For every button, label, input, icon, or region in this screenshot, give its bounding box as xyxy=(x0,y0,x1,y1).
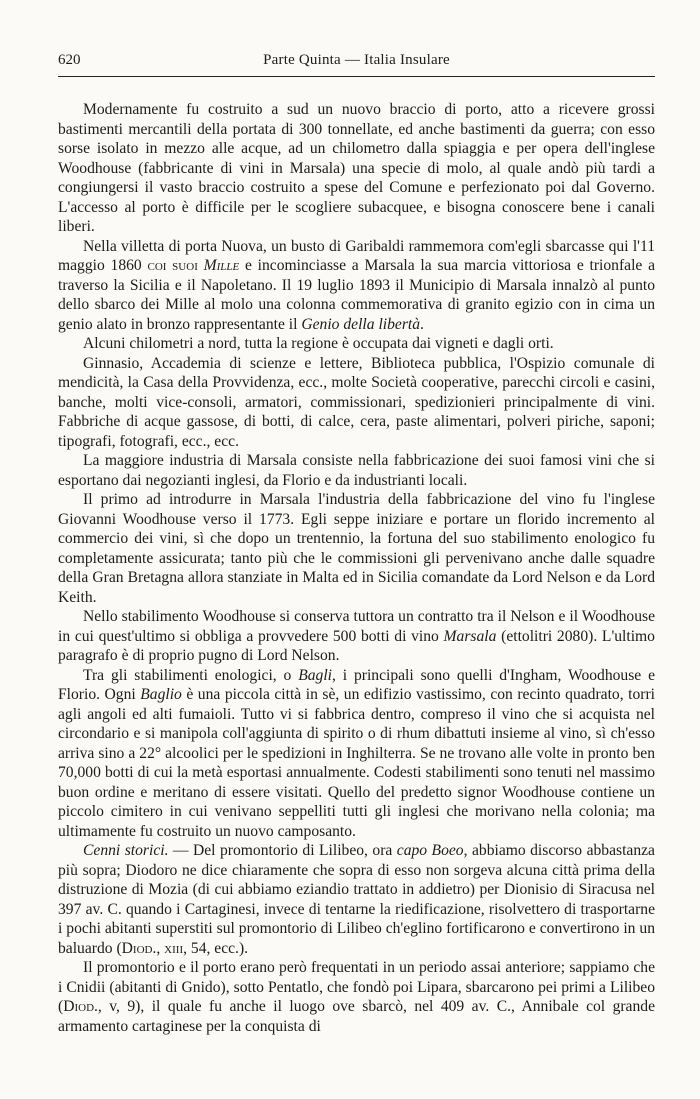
paragraph: La maggiore industria di Marsala consiste nella fabbricazione dei suoi famosi vini che si esportano dai negozianti inglesi, da Florio e da industrianti locali. xyxy=(58,452,655,489)
paragraph: Tra gli stabilimenti enologici, o Bagli, i principali sono quelli d'Ingham, Woodhouse e Florio. Ogni Baglio è una piccola città in sè, un edifizio vastissimo, con recinto quadrato, torri agli angoli ed alti fumaioli. Tutto vi si fabbrica dentro, compreso il vino che si acquista nel circondario e si manipola coll'aggiunta di spirito o di rhum dibattuti insieme al vino, sì ch'esso arriva sino a 22° alcoolici per le spedizioni in Inghilterra. Se ne trovano alle volte in pronto ben 70,000 botti di cui la metà esportasi annualmente. Codesti stabilimenti sono tenuti nel massimo buon ordine e meritano di essere visitati. Quello del predetto signor Woodhouse contiene un piccolo cimitero in cui venivano seppelliti tutti gli inglesi che morivano nella colonia; ma ultimamente fu costruito un nuovo camposanto. xyxy=(58,666,655,840)
paragraph: Nella villetta di porta Nuova, un busto di Garibaldi rammemora com'egli sbarcasse qui l'11 maggio 1860 coi suoi Mille e incominciasse a Marsala la sua marcia vittoriosa e trionfale a traverso la Sicilia e il Napoletano. Il 19 luglio 1893 il Municipio di Marsala innalzò al punto dello sbarco dei Mille al molo una colonna commemorativa di granito egizio con in cima un genio alato in bronzo rappresentante il Genio della libertà. xyxy=(58,237,655,333)
paragraph: Modernamente fu costruito a sud un nuovo braccio di porto, atto a ricevere grossi bastimenti mercantili della portata di 300 tonnellate, ed anche bastimenti da guerra; con esso sorse isolato in mezzo alle acque, ad un chilometro dalla spiaggia e per opera dell'inglese Woodhouse (fabbricante di vini in Marsala) una specie di molo, al quale andò più tardi a congiungersi il vasto braccio costruito a spese del Comune e perfezionato poi dal Governo. L'accesso al porto è difficile per le scogliere subacquee, e bisogna conoscere bene i canali liberi. xyxy=(58,101,655,235)
paragraph: Nello stabilimento Woodhouse si conserva tuttora un contratto tra il Nelson e il Woodhouse in cui quest'ultimo si obbliga a provvedere 500 botti di vino Marsala (ettolitri 2080). L'ultimo paragrafo è di proprio pugno di Lord Nelson. xyxy=(58,608,655,664)
page-header xyxy=(58,50,655,77)
paragraph: Cenni storici. — Del promontorio di Lilibeo, ora capo Boeo, abbiamo discorso abbastanza più sopra; Diodoro ne dice chiaramente che sopra di esso non sorgeva alcuna città prima della distruzione di Mozia (di cui abbiamo eziandio trattato in addietro) per Dionisio di Siracusa nel 397 av. C. quando i Cartaginesi, invece di tentarne la riedificazione, risolvettero di trasportarne i pochi abitanti superstiti sul promontorio di Lilibeo ch'eglino fortificarono e convertirono in un baluardo (Diod., xiii, 54, ecc.). xyxy=(58,842,655,957)
paragraph: Il primo ad introdurre in Marsala l'industria della fabbricazione del vino fu l'inglese Giovanni Woodhouse verso il 1773. Egli seppe iniziare e portare un florido incremento al commercio dei vini, sì che dopo un trentennio, la fortuna del suo stabilimento enologico fu completamente assicurata; tanto più che le commissioni gli pervenivano anche dalle squadre della Gran Bretagna allora stanziate in Malta ed in Sicilia comandate da Lord Nelson e da Lord Keith. xyxy=(58,491,655,606)
page-number: 620 xyxy=(58,52,81,68)
paragraph: Il promontorio e il porto erano però frequentati in un periodo assai anteriore; sappiamo che i Cnidii (abitanti di Gnido), sotto Pentatlo, che fondò poi Lipara, sbarcarono pei primi a Lilibeo (Diod., v, 9), il quale fu anche il luogo ove sbarcò, nel 409 av. C., Annibale col grande armamento cartaginese per la conquista di xyxy=(58,959,655,1035)
paragraph: Ginnasio, Accademia di scienze e lettere, Biblioteca pubblica, l'Ospizio comunale di mendicità, la Casa della Provvidenza, ecc., molte Società cooperative, parecchi circoli e casini, banche, molti vice-consoli, armatori, commissionari, spedizionieri principalmente di vini. Fabbriche di acque gassose, di botti, di calce, cera, paste alimentari, polveri piriche, saponi; tipografi, fotografi, ecc., ecc. xyxy=(58,354,655,450)
paragraph: Alcuni chilometri a nord, tutta la regione è occupata dai vigneti e dagli orti. xyxy=(83,335,554,352)
running-head: Parte Quinta — Italia Insulare xyxy=(263,52,450,68)
page-body xyxy=(58,100,655,1036)
